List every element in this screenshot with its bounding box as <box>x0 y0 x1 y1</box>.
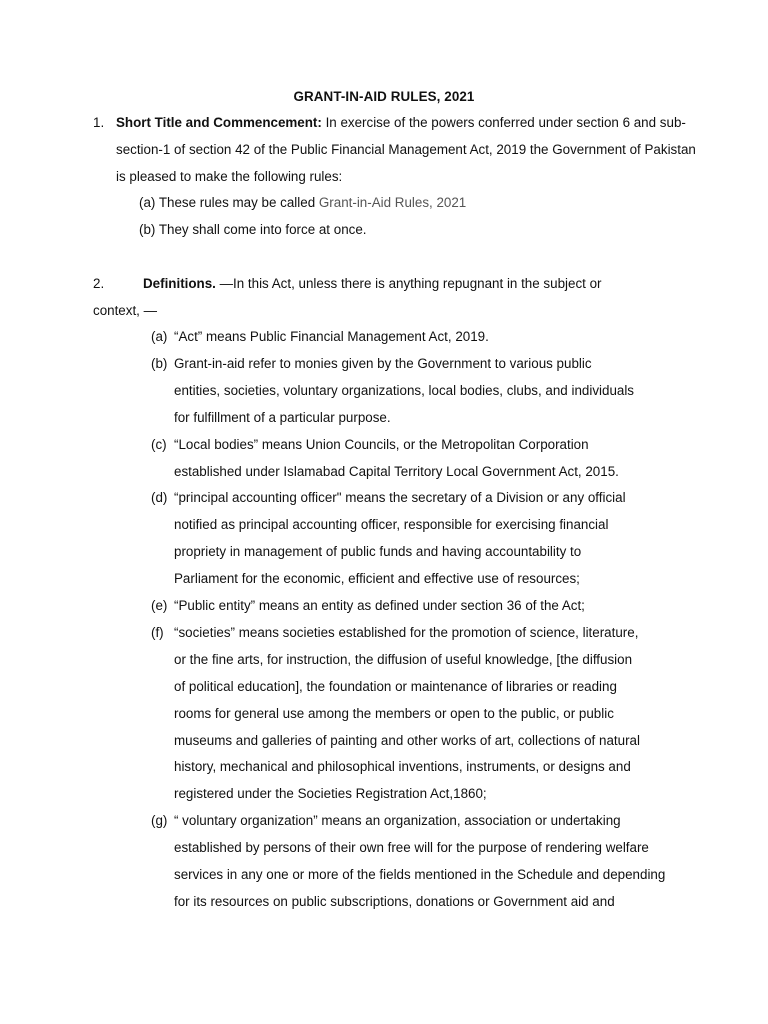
definition-line: Parliament for the economic, efficient and effective use of resources; <box>174 571 580 587</box>
definition-line: services in any one or more of the fields mentioned in the Schedule and depending <box>174 867 666 882</box>
definition-label: (a) <box>151 329 168 344</box>
section1-item-a <box>139 195 466 211</box>
definition-line: museums and galleries of painting and other works of art, collections of natural <box>174 732 640 748</box>
section1-line1: In exercise of the powers conferred under section 6 and sub- <box>321 115 686 130</box>
definition-line: for its resources on public subscriptions, donations or Government aid and <box>174 893 615 909</box>
section2-number: 2. <box>93 276 105 291</box>
definition-label: (d) <box>151 490 168 506</box>
definition-label: (f) <box>151 624 164 640</box>
definition-label: (g) <box>151 813 168 829</box>
definition-line: established by persons of their own free will for the purpose of rendering welfare <box>174 840 649 856</box>
section1-heading: Short Title and Commencement: <box>116 115 322 130</box>
definition-label: (e) <box>151 598 168 613</box>
definition-line: registered under the Societies Registration Act,1860; <box>174 786 487 802</box>
section1-number: 1. <box>93 115 105 130</box>
definition-line: “Public entity” means an entity as defined under section 36 of the Act; <box>174 598 585 613</box>
definition-line: history, mechanical and philosophical inventions, instruments, or designs and <box>174 759 631 775</box>
section1-line2: section-1 of section 42 of the Public Financial Management Act, 2019 the Government of Pakistan <box>116 142 696 157</box>
section1-line3: is pleased to make the following rules: <box>116 169 343 184</box>
definition-line: “principal accounting officer" means the secretary of a Division or any official <box>174 490 626 506</box>
definition-line: “Local bodies” means Union Councils, or the Metropolitan Corporation <box>174 436 589 452</box>
definition-line: Grant-in-aid refer to monies given by the Government to various public <box>174 355 592 371</box>
definition-line: entities, societies, voluntary organizations, local bodies, clubs, and individuals <box>174 382 635 398</box>
definition-line: of political education], the foundation or maintenance of libraries or reading <box>174 678 617 694</box>
definition-line: notified as principal accounting officer, responsible for exercising financial <box>174 517 609 533</box>
document-title: GRANT-IN-AID RULES, 2021 <box>293 89 475 104</box>
section1-first-line <box>116 115 686 131</box>
section2-heading: Definitions. <box>143 276 216 291</box>
definition-line: “ voluntary organization” means an organization, association or undertaking <box>174 813 621 829</box>
definition-line: “Act” means Public Financial Management Act, 2019. <box>174 329 489 344</box>
definition-line: propriety in management of public funds and having accountability to <box>174 544 582 560</box>
definition-line: for fulfillment of a particular purpose. <box>174 409 391 425</box>
definition-line: established under Islamabad Capital Territory Local Government Act, 2015. <box>174 463 619 479</box>
section1-item-b: (b) They shall come into force at once. <box>139 222 367 237</box>
definition-label: (c) <box>151 436 167 452</box>
section1-item-a-prefix: (a) These rules may be called <box>139 195 319 210</box>
rules-name: Grant-in-Aid Rules, 2021 <box>318 195 467 210</box>
section2-line1: —In this Act, unless there is anything repugnant in the subject or <box>215 276 602 291</box>
section2-first-line <box>143 276 601 292</box>
definition-line: or the fine arts, for instruction, the diffusion of useful knowledge, [the diffusion <box>174 651 633 667</box>
section2-line2: context, — <box>93 303 158 318</box>
definition-line: “societies” means societies established for the promotion of science, literature, <box>174 624 639 640</box>
definition-line: rooms for general use among the members or open to the public, or public <box>174 705 614 721</box>
definition-label: (b) <box>151 355 168 371</box>
